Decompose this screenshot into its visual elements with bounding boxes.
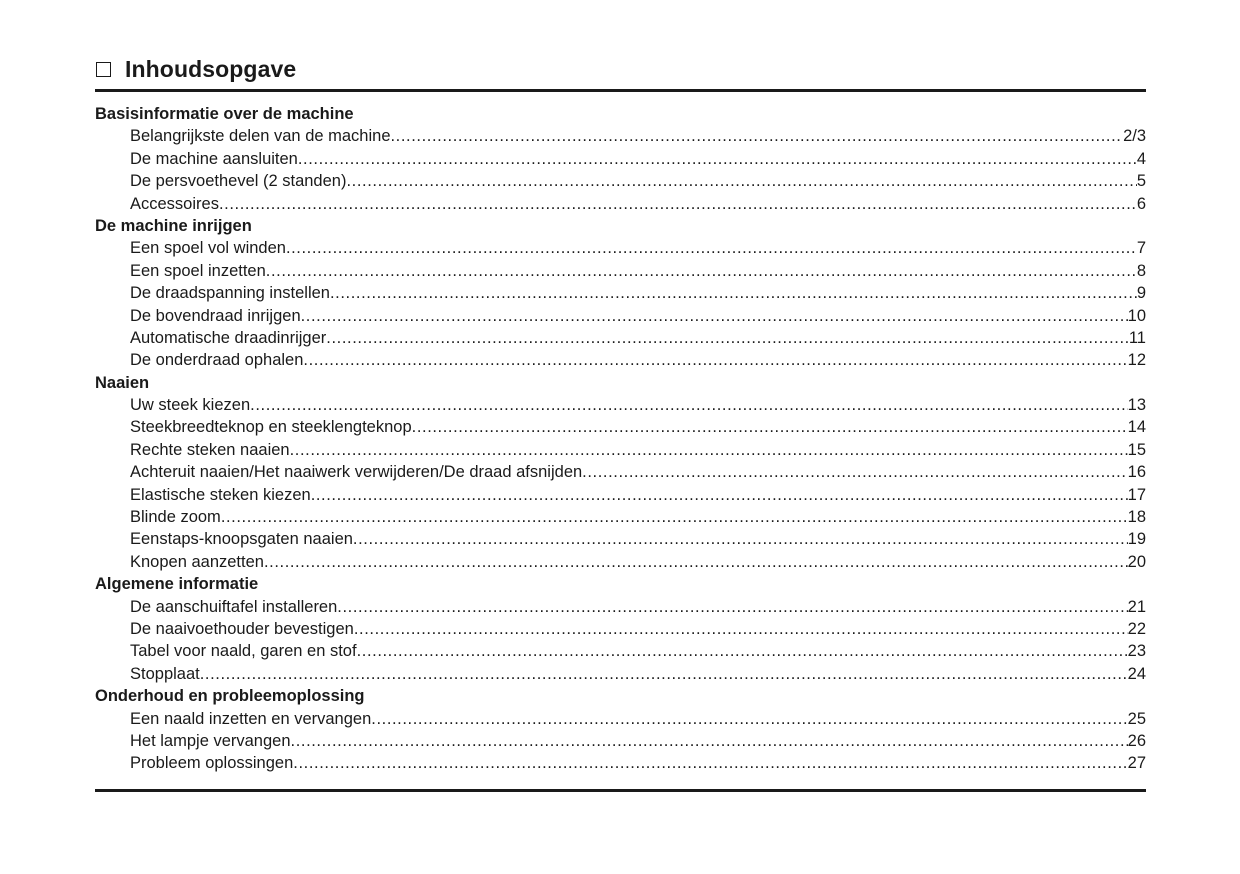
checkbox-square-icon — [96, 62, 111, 77]
dot-leader — [266, 260, 1137, 282]
toc-entry-page-number: 4 — [1136, 149, 1146, 168]
dot-leader — [291, 730, 1128, 752]
dot-leader — [337, 596, 1127, 618]
dot-leader — [250, 394, 1128, 416]
toc-entry-label: Automatische draadinrijger — [130, 328, 327, 347]
dot-leader — [219, 193, 1137, 215]
section-heading: Naaien — [95, 373, 150, 392]
dot-leader — [412, 416, 1128, 438]
toc-entry-label: Eenstaps-knoopsgaten naaien — [130, 530, 353, 549]
toc-entry[interactable] — [95, 596, 1146, 618]
dot-leader — [326, 327, 1129, 349]
toc-entry-page-number: 26 — [1127, 731, 1146, 750]
toc-entry-page-number: 14 — [1127, 418, 1146, 437]
toc-entry[interactable] — [95, 439, 1146, 461]
top-divider — [95, 89, 1146, 92]
toc-entry[interactable] — [95, 193, 1146, 215]
toc-entry-page-number: 22 — [1127, 619, 1146, 638]
toc-entry[interactable] — [95, 528, 1146, 550]
toc-entry-label: Steekbreedteknop en steeklengteknop — [130, 418, 412, 437]
dot-leader — [371, 708, 1127, 730]
toc-entry-page-number: 13 — [1127, 396, 1146, 415]
toc-entry[interactable] — [95, 708, 1146, 730]
toc-entry[interactable] — [95, 416, 1146, 438]
toc-entry[interactable] — [95, 484, 1146, 506]
toc-entry[interactable] — [95, 237, 1146, 259]
dot-leader — [330, 282, 1137, 304]
toc-entry-label: De bovendraad inrijgen — [130, 306, 301, 325]
toc-entry-label: Uw steek kiezen — [130, 396, 251, 415]
section-heading: Basisinformatie over de machine — [95, 105, 354, 123]
toc-entry[interactable] — [95, 461, 1146, 483]
dot-leader — [290, 439, 1128, 461]
toc-entry[interactable] — [95, 394, 1146, 416]
toc-entry-page-number: 27 — [1127, 754, 1146, 773]
toc-entry[interactable] — [95, 282, 1146, 304]
title-row — [95, 52, 1146, 86]
toc-entry-page-number: 9 — [1136, 284, 1146, 303]
table-of-contents-page — [95, 52, 1146, 775]
toc-entry-label: Elastische steken kiezen — [130, 485, 311, 504]
toc-entry-page-number: 25 — [1127, 709, 1146, 728]
dot-leader — [391, 125, 1124, 147]
toc-entry-page-number: 23 — [1127, 642, 1146, 661]
dot-leader — [303, 349, 1127, 371]
toc-entry-label: De naaivoethouder bevestigen — [130, 619, 354, 638]
section-heading: De machine inrijgen — [95, 216, 252, 235]
bottom-divider — [95, 789, 1146, 792]
toc-entry[interactable] — [95, 640, 1146, 662]
toc-entry[interactable] — [95, 551, 1146, 573]
toc-entry-label: De aanschuiftafel installeren — [130, 597, 338, 616]
dot-leader — [346, 170, 1136, 192]
toc-entry-page-number: 20 — [1127, 552, 1146, 571]
toc-entry-label: Knopen aanzetten — [130, 552, 264, 571]
toc-entry[interactable] — [95, 148, 1146, 170]
toc-entry-label: Het lampje vervangen — [130, 731, 291, 750]
toc-entry[interactable] — [95, 327, 1146, 349]
toc-entry-page-number: 21 — [1127, 597, 1146, 616]
toc-entry-page-number: 10 — [1127, 306, 1146, 325]
toc-entry-label: Probleem oplossingen — [130, 754, 294, 773]
page-title: Inhoudsopgave — [125, 55, 297, 82]
toc-entry-label: Belangrijkste delen van de machine — [130, 127, 391, 146]
toc-entry-page-number: 12 — [1127, 351, 1146, 370]
toc-entry[interactable] — [95, 730, 1146, 752]
toc-entry[interactable] — [95, 752, 1146, 774]
toc-entry-page-number: 16 — [1127, 463, 1146, 482]
toc-list — [95, 103, 1146, 775]
toc-entry-label: Accessoires — [130, 194, 219, 213]
dot-leader — [357, 640, 1128, 662]
toc-entry[interactable] — [95, 260, 1146, 282]
toc-entry[interactable] — [95, 349, 1146, 371]
toc-entry-page-number: 18 — [1127, 508, 1146, 527]
toc-entry-label: Rechte steken naaien — [130, 440, 290, 459]
toc-entry-label: Een spoel inzetten — [130, 261, 266, 280]
dot-leader — [264, 551, 1128, 573]
toc-entry-label: Achteruit naaien/Het naaiwerk verwijderen/De draad afsnijden — [130, 463, 583, 482]
toc-entry-label: Een spoel vol winden — [130, 239, 286, 258]
dot-leader — [286, 237, 1137, 259]
toc-entry-page-number: 5 — [1136, 172, 1146, 191]
toc-entry-page-number: 17 — [1127, 485, 1146, 504]
toc-entry[interactable] — [95, 125, 1146, 147]
toc-entry-label: Tabel voor naald, garen en stof — [130, 642, 357, 661]
dot-leader — [298, 148, 1137, 170]
dot-leader — [301, 305, 1128, 327]
toc-entry-label: Blinde zoom — [130, 508, 221, 527]
section-heading: Onderhoud en probleemoplossing — [95, 687, 365, 706]
dot-leader — [200, 663, 1128, 685]
toc-entry-label: De onderdraad ophalen — [130, 351, 304, 370]
dot-leader — [354, 618, 1128, 640]
toc-entry[interactable] — [95, 618, 1146, 640]
toc-entry-page-number: 11 — [1128, 328, 1146, 347]
dot-leader — [353, 528, 1128, 550]
dot-leader — [311, 484, 1128, 506]
toc-entry-page-number: 2/3 — [1123, 127, 1146, 146]
toc-entry-label: De persvoethevel (2 standen) — [130, 172, 347, 191]
toc-entry-page-number: 19 — [1127, 530, 1146, 549]
toc-entry-page-number: 15 — [1127, 440, 1146, 459]
toc-entry-page-number: 7 — [1136, 239, 1146, 258]
toc-entry-page-number: 8 — [1136, 261, 1146, 280]
toc-entry-label: De draadspanning instellen — [130, 284, 330, 303]
toc-entry-label: Een naald inzetten en vervangen — [130, 709, 372, 728]
toc-entry[interactable] — [95, 170, 1146, 192]
dot-leader — [293, 752, 1127, 774]
toc-entry-page-number: 6 — [1136, 194, 1146, 213]
dot-leader — [582, 461, 1127, 483]
dot-leader — [221, 506, 1128, 528]
toc-entry[interactable] — [95, 506, 1146, 528]
toc-entry-label: Stopplaat — [130, 664, 200, 683]
toc-entry[interactable] — [95, 305, 1146, 327]
toc-entry-label: De machine aansluiten — [130, 149, 298, 168]
toc-entry-page-number: 24 — [1127, 664, 1146, 683]
section-heading: Algemene informatie — [95, 575, 259, 594]
toc-entry[interactable] — [95, 663, 1146, 685]
